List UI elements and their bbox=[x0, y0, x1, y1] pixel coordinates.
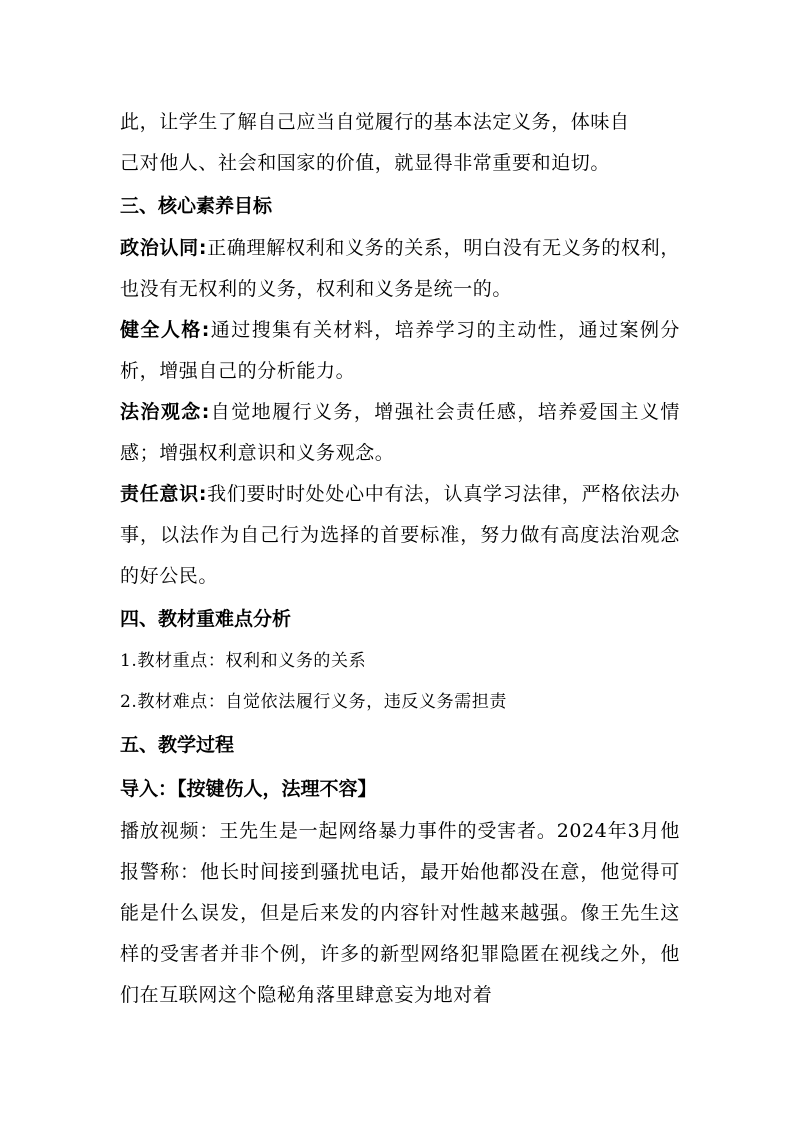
goal-text: 我们要时时处处心中有法，认真学习法律，严格依法办事，以法作为自己行为选择的首要标准，努力做有高度法治观念的好公民。 bbox=[120, 483, 680, 587]
goal-separator: : bbox=[198, 237, 208, 259]
goal-label: 政治认同 bbox=[120, 237, 199, 259]
goal-text: 自觉地履行义务，增强社会责任感，培养爱国主义情感；增强权利意识和义务观念。 bbox=[120, 401, 680, 464]
key-point-item: 1.教材重点：权利和义务的关系 bbox=[120, 651, 367, 671]
goal-label: 健全人格 bbox=[120, 319, 202, 341]
document-body bbox=[120, 102, 680, 1016]
goal-label: 责任意识 bbox=[120, 483, 199, 505]
section-4-heading: 四、教材重难点分析 bbox=[120, 608, 292, 630]
goal-separator: : bbox=[201, 319, 210, 341]
section-5-heading: 五、教学过程 bbox=[120, 734, 235, 756]
teaching-paragraph: 播放视频：王先生是一起网络暴力事件的受害者。2024年3月他报警称：他长时间接到骚扰电话，最开始他都没在意，他觉得可能是什么误发，但是后来发的内容针对性越来越强。像王先生这样的受害者并非个例，许多的新型网络犯罪隐匿在视线之外，他们在互联网这个隐秘角落里肆意妄为地对着 bbox=[120, 820, 680, 1006]
goal-separator: : bbox=[198, 483, 208, 505]
goal-label: 法治观念 bbox=[120, 401, 202, 423]
goal-rule-of-law bbox=[120, 392, 680, 474]
intro-subheading: 导入：【按键伤人，法理不容】 bbox=[120, 778, 377, 800]
section-3-heading: 三、核心素养目标 bbox=[120, 195, 273, 217]
intro-line-1: 此，让学生了解自己应当自觉履行的基本法定义务，体味自 bbox=[120, 111, 630, 133]
goal-responsibility bbox=[120, 474, 680, 597]
difficult-point-item: 2.教材难点：自觉依法履行义务，违反义务需担责 bbox=[120, 692, 508, 712]
intro-line-2: 己对他人、社会和国家的价值，就显得非常重要和迫切。 bbox=[120, 152, 611, 174]
goal-separator: : bbox=[201, 401, 210, 423]
goal-text: 正确理解权利和义务的关系，明白没有无义务的权利，也没有无权利的义务，权利和义务是统一的。 bbox=[120, 237, 680, 300]
goal-sound-personality bbox=[120, 310, 680, 392]
goal-text: 通过搜集有关材料，培养学习的主动性，通过案例分析，增强自己的分析能力。 bbox=[120, 319, 680, 382]
goal-political-identity bbox=[120, 228, 680, 310]
